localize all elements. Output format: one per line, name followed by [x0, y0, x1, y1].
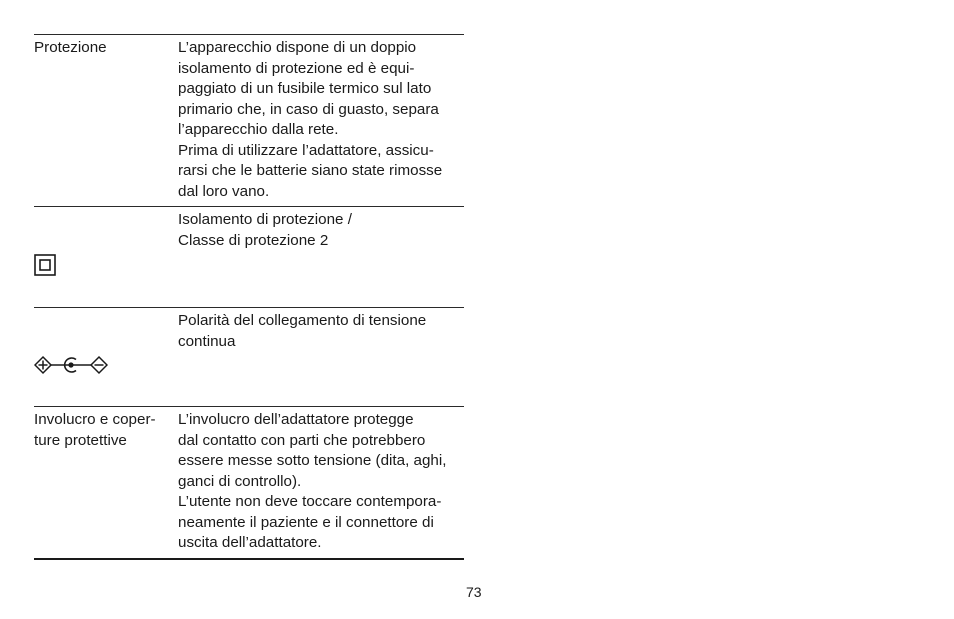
table-row-polarita: [34, 308, 464, 407]
row-symbol: [34, 311, 178, 402]
row-description: [178, 410, 464, 554]
row-symbol: [34, 210, 178, 303]
table-row-involucro: [34, 407, 464, 560]
row-term: Protezione: [34, 39, 107, 56]
double-insulation-icon: [34, 263, 56, 280]
table-row-isolamento: [34, 207, 464, 308]
row-description: [178, 210, 464, 303]
dc-polarity-icon: [34, 362, 108, 379]
description-paragraph: L’utente non deve toccare contempora- neamente il paziente e il connettore di uscita dell’adattatore.: [178, 493, 442, 551]
description-paragraph: L’apparecchio dispone di un doppio isolamento di protezione ed è equi- paggiato di un fusibile termico sul lato primario che, in caso di guasto, separa l’apparecchio dalla rete.: [178, 39, 439, 138]
row-term: Involucro e coper- ture protettive: [34, 411, 156, 449]
description-paragraph: Isolamento di protezione / Classe di protezione 2: [178, 211, 352, 249]
row-description: [178, 311, 464, 402]
page-number: 73: [466, 584, 482, 600]
description-paragraph: Prima di utilizzare l’adattatore, assicu- rarsi che le batterie siano state rimosse dal loro vano.: [178, 141, 443, 200]
description-paragraph: Polarità del collegamento di tensione continua: [178, 312, 427, 350]
specification-table: [34, 34, 464, 560]
table-row-protezione: [34, 35, 464, 207]
description-paragraph: L’involucro dell’adattatore protegge dal contatto con parti che potrebbero essere messe sotto tensione (dita, aghi, ganci di controllo).: [178, 411, 447, 490]
row-description: [178, 38, 464, 202]
